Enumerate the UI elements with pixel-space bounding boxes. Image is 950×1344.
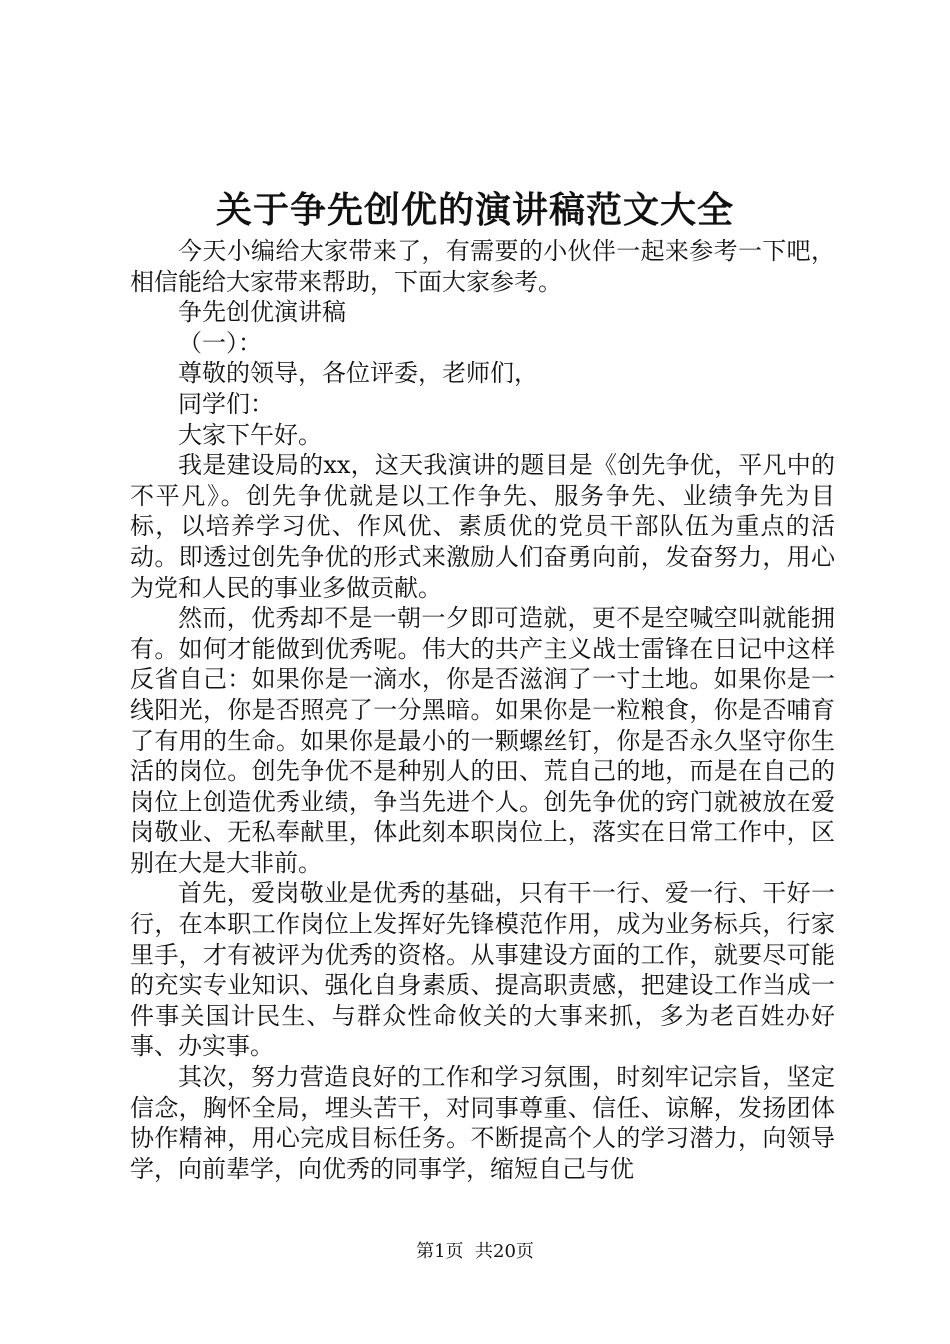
document-body [130,236,835,1184]
paragraph-body: 首先，爱岗敬业是优秀的基础，只有干一行、爱一行、干好一行，在本职工作岗位上发挥好先锋模范作用，成为业务标兵，行家里手，才有被评为优秀的资格。从事建设方面的工作，就要尽可能的充实专业知识、强化自身素质、提高职责感，把建设工作当成一件事关国计民生、与群众性命攸关的大事来抓，多为老百姓办好事、办实事。 [130,879,835,1061]
page-number: 第1页 [416,1241,464,1262]
paragraph-salutation: 尊敬的领导，各位评委，老师们， [178,359,538,388]
paragraph-body: 我是建设局的xx，这天我演讲的题目是《创先争优，平凡中的不平凡》。创先争优就是以工作争先、服务争先、业绩争先为目标，以培养学习优、作风优、素质优的党员干部队伍为重点的活动。即透过创先争优的形式来激励人们奋勇向前，发奋努力，用心为党和人民的事业多做贡献。 [130,451,835,602]
paragraph-body: 其次，努力营造良好的工作和学习氛围，时刻牢记宗旨，坚定信念，胸怀全局，埋头苦干，对同事尊重、信任、谅解，发扬团体协作精神，用心完成目标任务。不断提高个人的学习潜力，向领导学，向前辈学，向优秀的同事学，缩短自己与优 [130,1063,835,1183]
page-total: 共20页 [475,1241,534,1262]
paragraph-heading: 争先创优演讲稿 [178,298,346,327]
paragraph-greeting: 大家下午好。 [178,420,322,449]
paragraph-body: 然而，优秀却不是一朝一夕即可造就，更不是空喊空叫就能拥有。如何才能做到优秀呢。伟大的共产主义战士雷锋在日记中这样反省自己：如果你是一滴水，你是否滋润了一寸土地。如果你是一线阳光，你是否照亮了一分黑暗。如果你是一粒粮食，你是否哺育了有用的生命。如果你是最小的一颗螺丝钉，你是否永久坚守你生活的岗位。创先争优不是种别人的田、荒自己的地，而是在自己的岗位上创造优秀业绩，争当先进个人。创先争优的窍门就被放在爱岗敬业、无私奉献里，体此刻本职岗位上，落实在日常工作中，区别在大是大非前。 [130,604,835,877]
paragraph-section-number: （一）： [178,328,262,357]
paragraph-salutation-students: 同学们： [178,389,274,418]
page-footer [0,1240,950,1264]
paragraph-intro: 今天小编给大家带来了，有需要的小伙伴一起来参考一下吧，相信能给大家带来帮助，下面大家参考。 [130,237,835,296]
document-title: 关于争先创优的演讲稿范文大全 [215,189,734,231]
footer-separator [464,1241,475,1262]
